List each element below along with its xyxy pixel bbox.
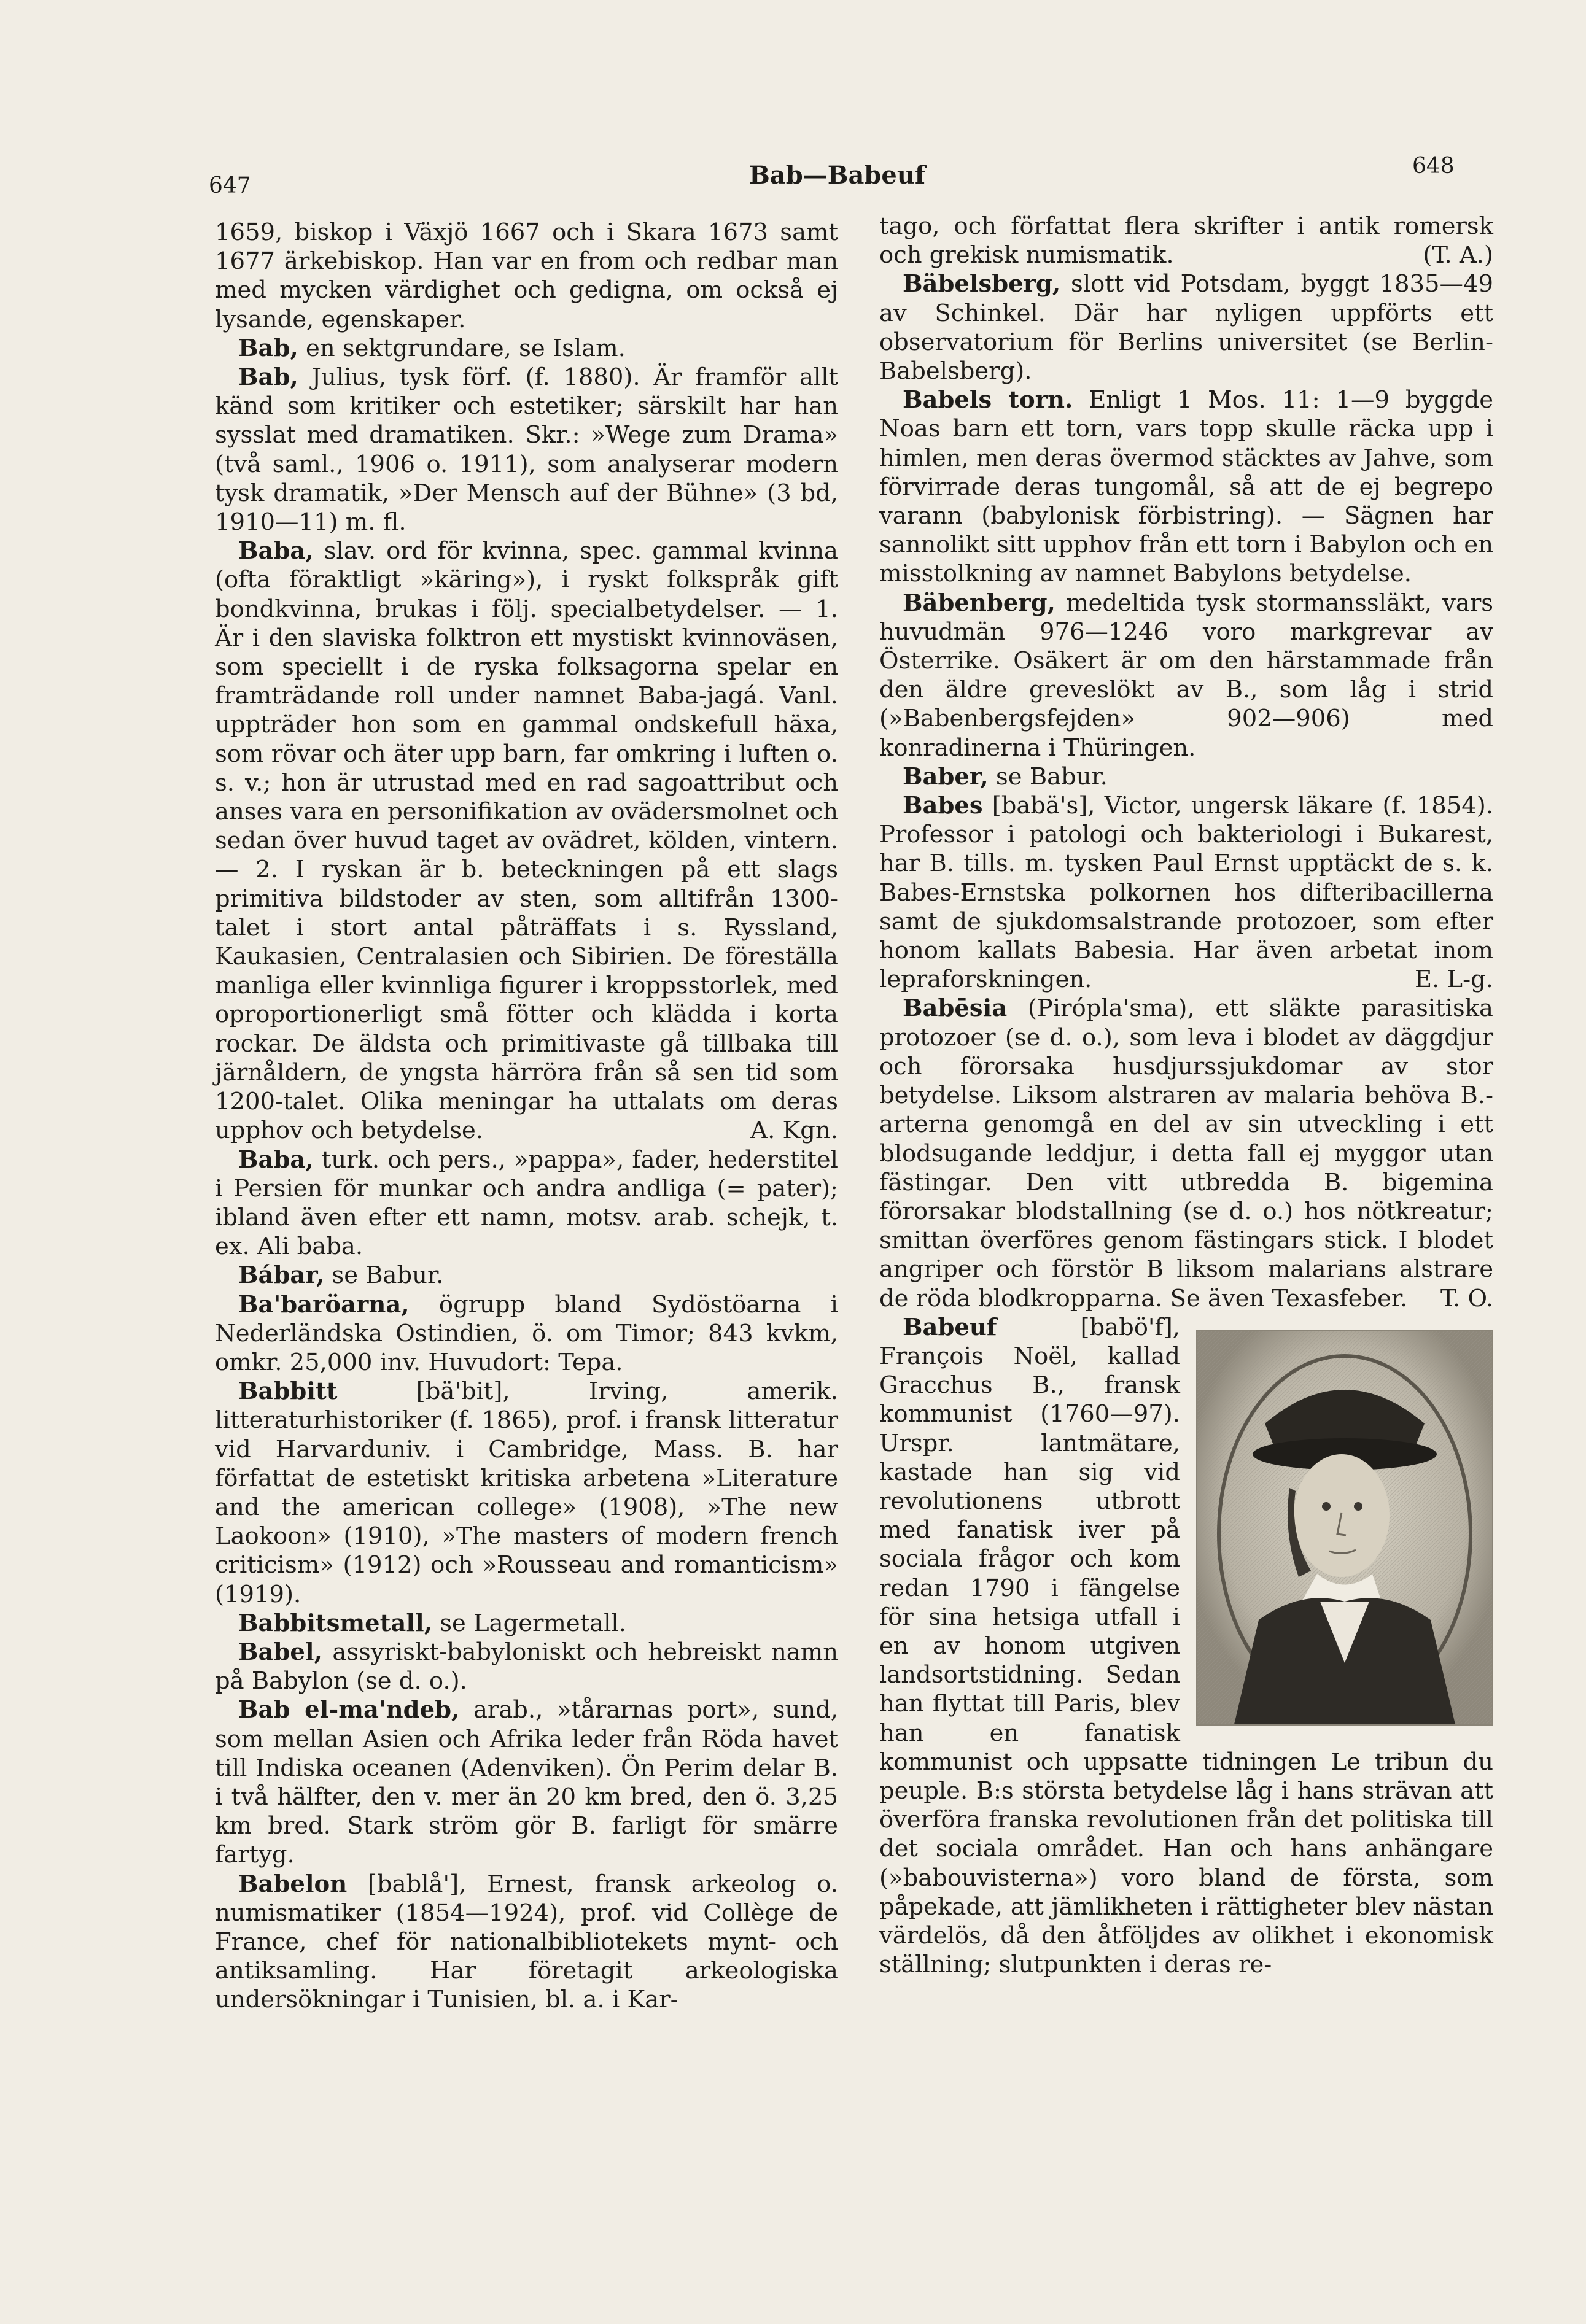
entry-headword: Babeuf (903, 1313, 997, 1341)
left-column (215, 218, 838, 2015)
entry-text: medeltida tysk stormanssläkt, vars huvudmän 976—1246 voro markgrevar av Österrike. Osäkert är om den härstammade från den äldre greveslökt av B., som låg i strid (»Babenbergsfejden» 902—906) med konradinerna i Thüringen. (879, 589, 1493, 762)
entry-text: [bablå'], Ernest, fransk arkeolog o. numismatiker (1854—1924), prof. vid Collège de France, chef för nationalbibliotekets mynt- och antiksamling. Har företagit arkeologiska undersökningar i Tunisien, bl. a. i Kar- (215, 1870, 838, 2014)
entry-headword: Babbitsmetall, (238, 1609, 433, 1637)
entry-text: [bä'bit], Irving, amerik. litteraturhistoriker (f. 1865), prof. i fransk litteratur vid Harvarduniv. i Cambridge, Mass. B. har författat de estetiskt kritiska arbetena »Literature and the american college» (1908), »The new Laokoon» (1910), »The masters of modern french criticism» (1912) och »Rousseau and romanticism» (1919). (215, 1377, 838, 1608)
author-signature: (T. A.) (1423, 241, 1493, 269)
dictionary-entry (215, 1609, 838, 1638)
entry-headword: Bäbenberg, (903, 589, 1055, 617)
dictionary-entry (879, 269, 1493, 385)
entry-text: se Babur. (988, 762, 1108, 791)
entry-text: Julius, tysk förf. (f. 1880). Är framför allt känd som kritiker och estetiker; särskilt har han sysslat med dramatiken. Skr.: »Wege zum Drama» (två saml., 1906 o. 1911), som analyserar modern tysk dramatik, »Der Mensch auf der Bühne» (3 bd, 1910—11) m. fl. (215, 363, 838, 536)
entry-headword: Bäbelsberg, (903, 270, 1061, 298)
author-signature: E. L-g. (1414, 966, 1493, 994)
left-page-number: 647 (209, 173, 251, 198)
dictionary-entry (879, 212, 1493, 269)
entry-text: en sektgrundare, se Islam. (298, 334, 626, 362)
running-head: Bab—Babeuf (749, 161, 926, 190)
entry-headword: Bábar, (238, 1261, 325, 1290)
entry-text: (Pirópla'sma), ett släkte parasitiska protozoer (se d. o.), som leva i blodet av däggdjur och förorsaka husdjurssjukdomar av stor betydelse. Liksom alstraren av malaria behöva B.-arterna genomgå en del av sin utveckling i ett blodsugande leddjur, i detta fall ej myggor utan fästingar. Den vitt utbredda B. bigemina förorsakar blodstallning (se d. o.) hos nötkreatur; smittan överföres genom fästingars stick. I blodet angriper och förstör B liksom malarians alstrare de röda blodkropparna. Se även Texasfeber. (879, 994, 1493, 1312)
dictionary-entry (215, 1290, 838, 1377)
entry-text: assyriskt-babyloniskt och hebreiskt namn på Babylon (se d. o.). (215, 1638, 838, 1695)
dictionary-entry (215, 1261, 838, 1290)
entry-text: turk. och pers., »pappa», fader, hederstitel i Persien för munkar och andra andliga (= pater); ibland även efter ett namn, motsv. arab. schejk, t. ex. Ali baba. (215, 1145, 838, 1261)
entry-text: arab., »tårarnas port», sund, som mellan Asien och Afrika leder från Röda havet till Indiska oceanen (Adenviken). Ön Perim delar B. i två hälfter, den v. mer än 20 km bred, den ö. 3,25 km bred. Stark ström gör B. farligt för smärre fartyg. (215, 1696, 839, 1869)
entry-text: slav. ord för kvinna, spec. gammal kvinna (ofta föraktligt »käring»), i ryskt folkspråk gift bondkvinna, brukas i följ. specialbetydelser. — 1. Är i den slaviska folktron ett mystiskt kvinnoväsen, som speciellt i de ryska folksagorna spelar en framträdande roll under namnet Baba-jagá. Vanl. uppträder hon som en gammal ondskefull häxa, som rövar och äter upp barn, far omkring i luften o. s. v.; hon är utrustad med en rad sagoattribut och anses vara en personifikation av ovädersmolnet och sedan över huvud taget av ovädret, kölden, vintern. — 2. I ryskan är b. beteckningen på ett slags primitiva bildstoder av sten, som alltifrån 1300-talet i stort antal påträffats i s. Ryssland, Kaukasien, Centralasien och Sibirien. De föreställa manliga eller kvinnliga figurer i kroppsstorlek, med oproportionerligt små fötter och klädda i korta rockar. De äldsta och primitivaste gå tillbaka till järnåldern, de yngsta härröra från så sen tid som 1200-talet. Olika meningar ha uttalats om deras upphov och betydelse. (215, 537, 838, 1145)
dictionary-entry (879, 385, 1493, 588)
dictionary-entry (879, 1313, 1493, 1980)
entry-headword: Baba, (238, 1145, 314, 1174)
dictionary-entry (879, 791, 1493, 994)
dictionary-entry (215, 1638, 838, 1695)
entry-text: Enligt 1 Mos. 11: 1—9 byggde Noas barn ett torn, vars topp skulle räcka upp i himlen, men deras övermod stäcktes av Jahve, som förvirrade deras tungomål, så att de ej begrepo varann (babylonisk förbistring). — Sägnen har sannolikt sitt upphov från ett torn i Babylon och en misstolkning av namnet Babylons betydelse. (879, 386, 1494, 588)
entry-headword: Ba'baröarna, (238, 1290, 410, 1319)
entry-headword: Babes (903, 792, 983, 820)
dictionary-entry (879, 762, 1493, 791)
entry-headword: Babēsia (903, 994, 1008, 1023)
dictionary-entry (879, 589, 1493, 762)
dictionary-entry (215, 536, 838, 1145)
entry-headword: Baba, (238, 537, 314, 565)
entry-headword: Babelon (238, 1870, 348, 1898)
entry-headword: Babels torn. (903, 386, 1073, 414)
entry-text: tago, och författat flera skrifter i antik romersk och grekisk numismatik. (879, 212, 1493, 269)
entry-headword: Bab el-ma'ndeb, (238, 1696, 460, 1724)
dictionary-entry (215, 1870, 838, 2015)
dictionary-entry (215, 1145, 838, 1261)
entry-headword: Bab, (238, 334, 298, 362)
author-signature: A. Kgn. (750, 1117, 838, 1145)
dictionary-entry (215, 1377, 838, 1609)
dictionary-entry (215, 1695, 838, 1869)
entry-headword: Baber, (903, 762, 989, 791)
entry-headword: Bab, (238, 363, 298, 392)
entry-text: [babö'f], François Noël, kallad Gracchus B., fransk kommunist (1760—97). Urspr. lantmätare, kastade han sig vid revolutionens utbrott med fanatisk iver på sociala frågor och kom redan 1790 i fängelse för sina hetsiga utfall i en av honom utgiven landsortstidning. Sedan han flyttat till Paris, blev han en fanatisk kommunist och uppsatte tidningen Le tribun du peuple. B:s största betydelse låg i hans strävan att överföra franska revolutionen från det politiska till det sociala området. Han och hans anhängare (»babouvisterna») voro bland de första, som påpekade, att jämlikheten i rättigheter blev nästan värdelös, då den åtföljdes av olikhet i ekonomisk ställning; slutpunkten i deras re- (879, 1313, 1493, 1979)
right-page-number: 648 (1412, 153, 1455, 179)
right-column (879, 212, 1493, 1979)
author-signature: T. O. (1440, 1284, 1493, 1312)
dictionary-entry (215, 218, 838, 334)
entry-text: se Babur. (324, 1261, 444, 1290)
entry-headword: Babbitt (238, 1377, 338, 1406)
entry-text: [babä's], Victor, ungersk läkare (f. 1854). Professor i patologi och bakteriologi i Bukarest, har B. tills. m. tysken Paul Ernst upptäckt de s. k. Babes-Ernstska polkornen hos difteribacillerna samt de sjukdomsalstrande protozoer, som efter honom kallats Babesia. Har även arbetat inom lepraforskningen. (879, 792, 1493, 994)
portrait-engraving (1196, 1330, 1493, 1726)
dictionary-entry (215, 334, 838, 363)
entry-text: slott vid Potsdam, byggt 1835—49 av Schinkel. Där har nyligen uppförts ett observatorium för Berlins universitet (se Berlin-Babelsberg). (879, 270, 1493, 385)
entry-text: se Lagermetall. (432, 1609, 626, 1637)
entry-text: ögrupp bland Sydöstöarna i Nederländska Ostindien, ö. om Timor; 843 kvkm, omkr. 25,000 inv. Huvudort: Tepa. (215, 1290, 838, 1376)
entry-headword: Babel, (238, 1638, 322, 1666)
dictionary-entry (215, 363, 838, 536)
dictionary-entry (879, 994, 1493, 1312)
entry-text: 1659, biskop i Växjö 1667 och i Skara 1673 samt 1677 ärkebiskop. Han var en from och redbar man med mycken värdighet och gedigna, om också ej lysande, egenskaper. (215, 219, 838, 333)
